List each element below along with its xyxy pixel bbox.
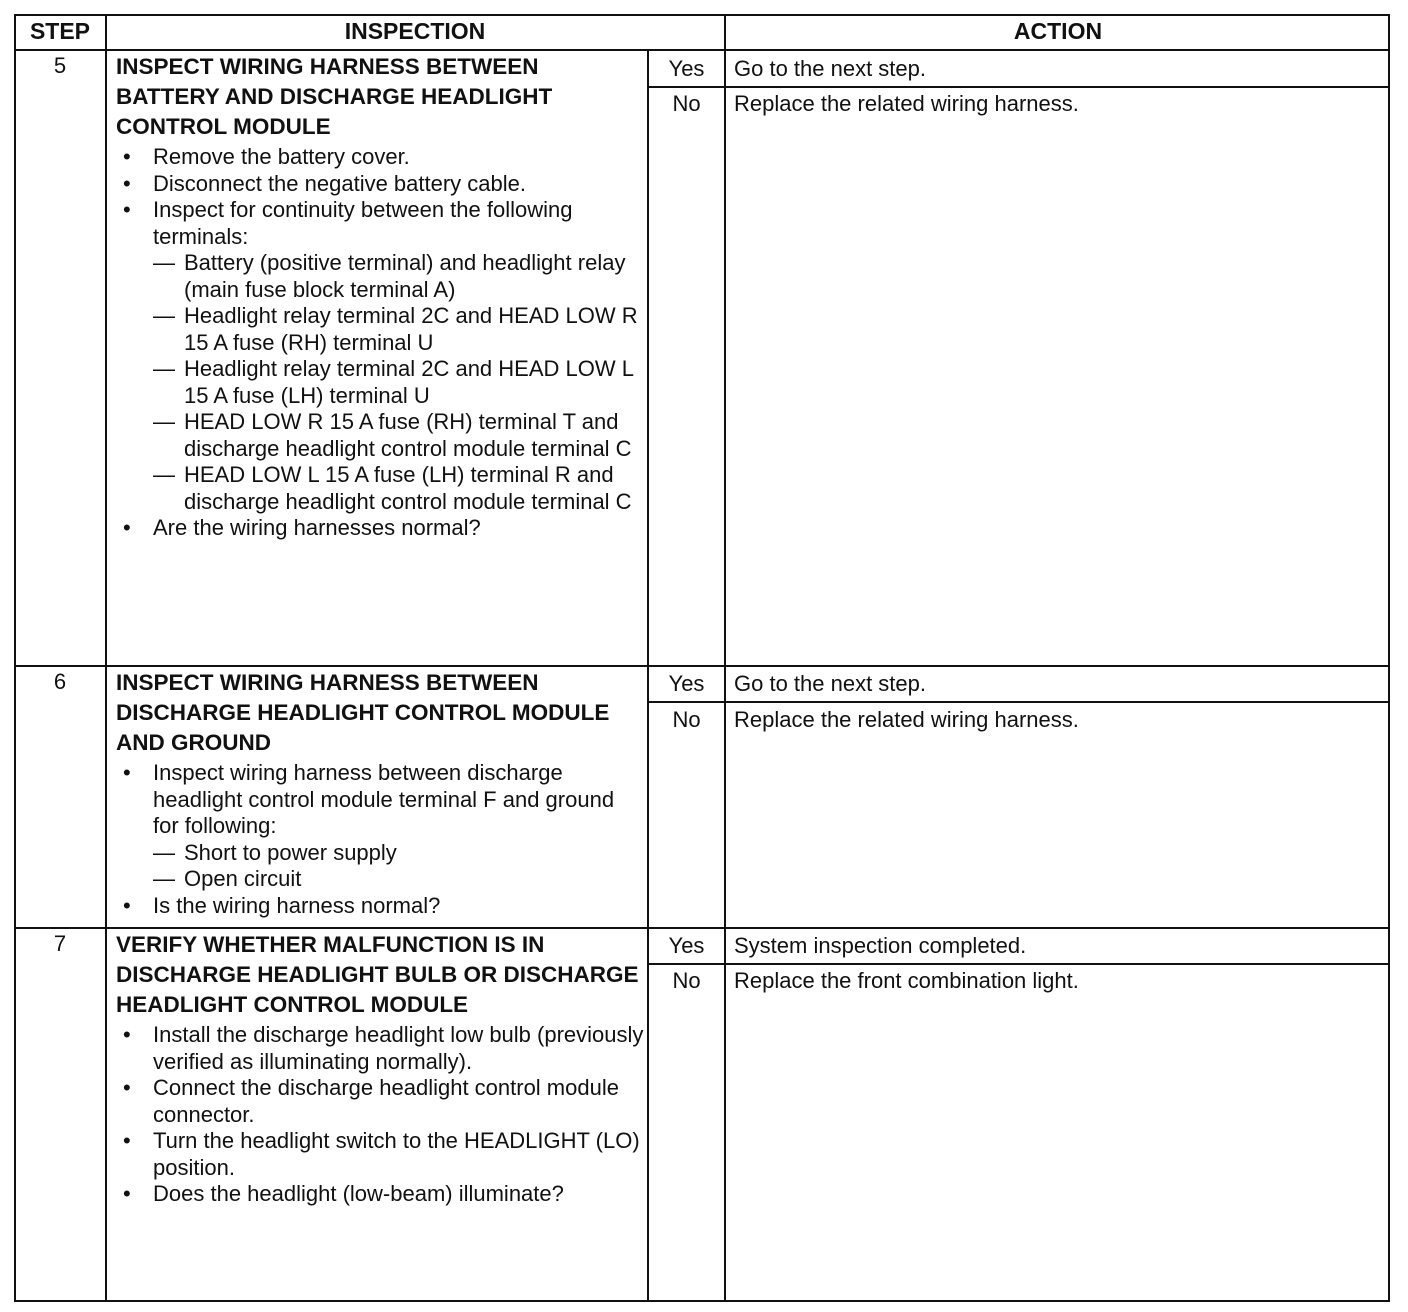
terminal-pair-item: — HEAD LOW L 15 A fuse (LH) terminal R and discharge headlight control module terminal C [153, 462, 644, 515]
header-action: ACTION [1013, 18, 1103, 44]
inspection-cell-step-6 [116, 668, 644, 919]
terminal-pair-item: — Headlight relay terminal 2C and HEAD LOW R 15 A fuse (RH) terminal U [153, 303, 644, 356]
inspection-bullet: • Connect the discharge headlight control module connector. [116, 1075, 644, 1128]
condition-item: — Short to power supply [153, 840, 644, 867]
column-divider-step [105, 14, 107, 1302]
inspection-title: INSPECT WIRING HARNESS BETWEEN BATTERY AND DISCHARGE HEADLIGHT CONTROL MODULE [116, 54, 553, 139]
inspection-bullet: • Turn the headlight switch to the HEADLIGHT (LO) position. [116, 1128, 644, 1181]
header-inspection: INSPECTION [344, 18, 486, 44]
no-action: Replace the related wiring harness. [734, 707, 1079, 732]
step-number: 6 [53, 669, 67, 694]
condition-list [153, 840, 644, 893]
no-label: No [672, 91, 701, 116]
column-divider-yes-no [724, 14, 726, 1302]
inspection-question: • Is the wiring harness normal? [116, 893, 644, 920]
inspection-bullet: • Install the discharge headlight low bulb (previously verified as illuminating normally). [116, 1022, 644, 1075]
yes-label: Yes [668, 933, 705, 958]
inspection-cell-step-7 [116, 930, 644, 1208]
no-action: Replace the front combination light. [734, 968, 1079, 993]
inspection-bullet: • Remove the battery cover. [116, 144, 644, 171]
inspection-cell-step-5 [116, 52, 644, 542]
step-number: 5 [53, 53, 67, 78]
yes-action: Go to the next step. [734, 56, 927, 81]
inspection-question: • Does the headlight (low-beam) illuminate? [116, 1181, 644, 1208]
yes-action: Go to the next step. [734, 671, 927, 696]
inspection-bullet: • Disconnect the negative battery cable. [116, 171, 644, 198]
no-label: No [672, 968, 701, 993]
terminal-list [153, 250, 644, 515]
header-step: STEP [29, 18, 91, 44]
yes-label: Yes [668, 671, 705, 696]
no-label: No [672, 707, 701, 732]
inspection-title: VERIFY WHETHER MALFUNCTION IS IN DISCHARGE HEADLIGHT BULB OR DISCHARGE HEADLIGHT CONTROL MODULE [116, 932, 639, 1017]
terminal-pair-item: — HEAD LOW R 15 A fuse (RH) terminal T and discharge headlight control module terminal C [153, 409, 644, 462]
terminal-pair-item: — Headlight relay terminal 2C and HEAD LOW L 15 A fuse (LH) terminal U [153, 356, 644, 409]
yes-action: System inspection completed. [734, 933, 1027, 958]
inspection-bullet [116, 197, 644, 515]
inspection-title: INSPECT WIRING HARNESS BETWEEN DISCHARGE HEADLIGHT CONTROL MODULE AND GROUND [116, 670, 610, 755]
inspection-bullet-text: Inspect for continuity between the following terminals: [153, 197, 573, 249]
yes-label: Yes [668, 56, 705, 81]
terminal-pair-item: — Battery (positive terminal) and headlight relay (main fuse block terminal A) [153, 250, 644, 303]
inspection-bullet-text: Inspect wiring harness between discharge headlight control module terminal F and ground for following: [153, 760, 615, 838]
step-number: 7 [53, 931, 67, 956]
inspection-table [14, 14, 1390, 1302]
no-action: Replace the related wiring harness. [734, 91, 1079, 116]
inspection-bullet [116, 760, 644, 893]
inspection-question: • Are the wiring harnesses normal? [116, 515, 644, 542]
condition-item: — Open circuit [153, 866, 644, 893]
